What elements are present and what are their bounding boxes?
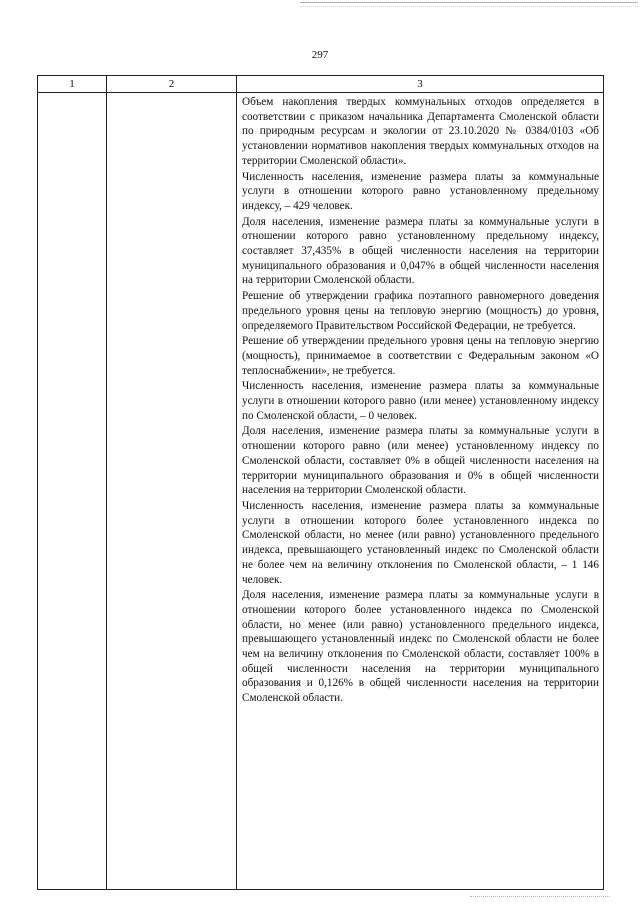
column-header-2: 2 bbox=[107, 76, 237, 93]
column-header-3: 3 bbox=[237, 76, 604, 93]
paragraph-heat-price-limit: Решение об утверждении предельного уровня цены на тепловую энергию (мощность), принимаемое в соответствии с Федеральным законом «О теплоснабжении», не требуется. bbox=[242, 335, 599, 377]
paragraph-population-above-index: Численность населения, изменение размера платы за коммунальные услуги в отношении которого более установленного индекса по Смоленской области, но менее (или равно) установленного предельного индекса, превышающего установленный индекс по Смоленской области не более чем на величину отклонения по Смоленской области, – 1 146 человек. bbox=[242, 499, 599, 586]
page-number: 297 bbox=[311, 49, 329, 61]
document-table bbox=[37, 75, 604, 890]
table-header-row bbox=[38, 76, 604, 93]
paragraph-share-above-index: Доля населения, изменение размера платы за коммунальные услуги в отношении которого более установленного индекса по Смоленской области, но менее (или равно) установленного предельного индекса, превышающего установленный индекс по Смоленской области не более чем на величину отклонения по Смоленской области, составляет 100% в общей численности населения на территории муниципального образования и 0,126% в общей численности населения на территории Смоленской области. bbox=[242, 589, 599, 705]
paragraph-share-below-index: Доля населения, изменение размера платы за коммунальные услуги в отношении которого равно (или менее) установленному индексу по Смоленской области, составляет 0% в общей численности населения на территории муниципального образования и 0% в общей численности населения на территории Смоленской области. bbox=[242, 425, 599, 497]
paragraph-heat-price-schedule: Решение об утверждении графика поэтапного равномерного доведения предельного уровня цены на тепловую энергию (мощность) до уровня, определяемого Правительством Российской Федерации, не требуется. bbox=[242, 290, 599, 332]
column-header-1: 1 bbox=[38, 76, 107, 93]
cell-column-2 bbox=[107, 93, 237, 890]
paragraph-waste-norms: Объем накопления твердых коммунальных отходов определяется в соответствии с приказом начальника Департамента Смоленской области по природным ресурсам и экологии от 23.10.2020 № 0384/0103 «Об установлении нормативов накопления твердых коммунальных отходов на территории Смоленской области». bbox=[242, 96, 599, 167]
table-row bbox=[38, 93, 604, 890]
scan-artifact-top bbox=[300, 2, 638, 7]
paragraph-population-at-limit-index: Численность населения, изменение размера платы за коммунальные услуги в отношении которого равно установленному предельному индексу, – 429 человек. bbox=[242, 170, 599, 212]
scan-artifact-bottom bbox=[470, 896, 610, 899]
paragraph-share-at-limit-index: Доля населения, изменение размера платы за коммунальные услуги в отношении которого равно установленному предельному индексу, составляет 37,435% в общей численности населения на территории муниципального образования и 0,047% в общей численности населения на территории Смоленской области. bbox=[242, 215, 599, 287]
cell-column-3 bbox=[237, 93, 604, 890]
cell-column-1 bbox=[38, 93, 107, 890]
paragraph-population-below-index: Численность населения, изменение размера платы за коммунальные услуги в отношении которого равно (или менее) установленному индексу по Смоленской области, – 0 человек. bbox=[242, 380, 599, 422]
